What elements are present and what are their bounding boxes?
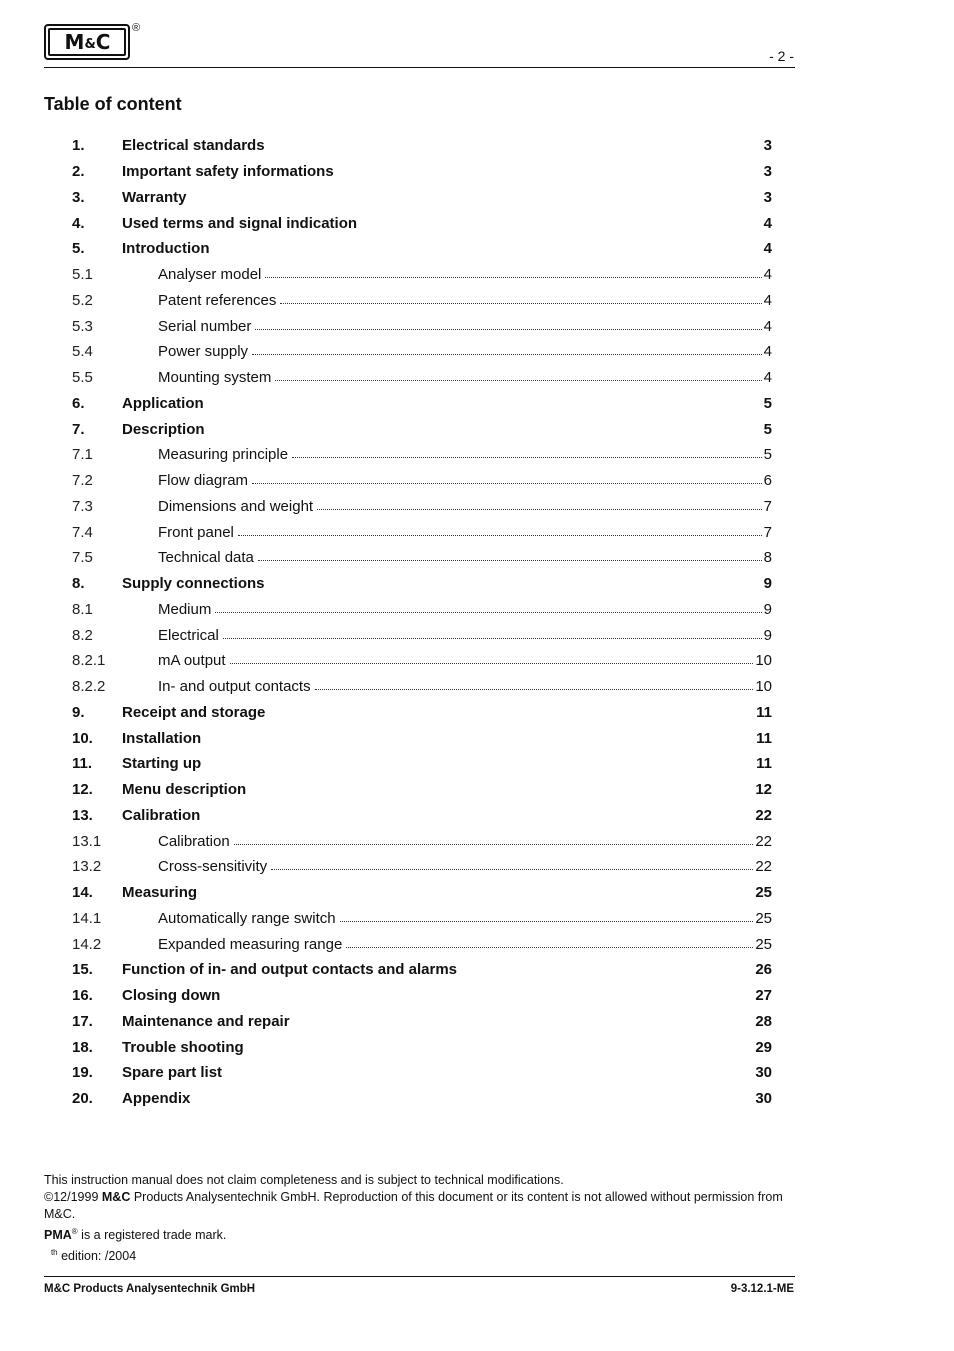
toc-entry <box>72 159 772 185</box>
toc-entry-number: 18. <box>72 1038 93 1056</box>
toc-entry-title: Menu description <box>122 781 247 799</box>
toc-entry-number: 1. <box>72 137 85 155</box>
toc-entry-title: Electrical <box>158 626 219 644</box>
toc-entry-title: Calibration <box>122 806 201 824</box>
toc-entry-title: Starting up <box>122 755 202 773</box>
toc-entry-page: 22 <box>755 858 772 876</box>
toc-entry <box>72 906 772 932</box>
toc-entry-title: Automatically range switch <box>158 909 336 927</box>
toc-entry-number: 5.4 <box>72 343 93 361</box>
toc-entry-number: 5.3 <box>72 317 93 335</box>
toc-entry-page: 3 <box>763 137 772 155</box>
toc-entry-page: 11 <box>756 729 772 747</box>
toc-entry-number: 20. <box>72 1090 93 1108</box>
toc-entry-page: 9 <box>763 575 772 593</box>
toc-entry <box>72 1009 772 1035</box>
footer-doc-id: 9-3.12.1-ME <box>730 1283 794 1295</box>
toc-entry-number: 7.5 <box>72 549 93 567</box>
toc-entry-number: 13.1 <box>72 832 102 850</box>
toc-entry-page: 22 <box>755 806 772 824</box>
toc-entry-number: 9. <box>72 703 85 721</box>
toc-entry-page: 4 <box>763 343 772 361</box>
toc-entry-page: 5 <box>763 420 772 438</box>
toc-entry-number: 14. <box>72 884 93 902</box>
toc-leader-dots <box>340 907 754 922</box>
toc-entry-title: Installation <box>122 729 202 747</box>
toc-leader-dots <box>252 340 762 355</box>
toc-entry-number: 13.2 <box>72 858 102 876</box>
toc-entry <box>72 828 772 854</box>
toc-entry <box>72 674 772 700</box>
toc-entry <box>72 210 772 236</box>
toc-entry <box>72 236 772 262</box>
toc-entry-page: 4 <box>763 291 772 309</box>
logo-ampersand: & <box>84 36 95 52</box>
toc-entry-title: Serial number <box>158 317 252 335</box>
toc-entry-page: 4 <box>763 240 772 258</box>
toc-entry-page: 22 <box>755 832 772 850</box>
toc-entry-title: Receipt and storage <box>122 703 266 721</box>
toc-entry-title: Expanded measuring range <box>158 935 343 953</box>
toc-entry-number: 16. <box>72 987 93 1005</box>
toc-entry-page: 26 <box>755 961 772 979</box>
toc-entry-number: 10. <box>72 729 93 747</box>
header-rule <box>44 67 795 68</box>
toc-entry-page: 5 <box>763 394 772 412</box>
toc-entry-title: Patent references <box>158 291 277 309</box>
toc-entry-number: 5. <box>72 240 85 258</box>
toc-entry-page: 5 <box>763 446 772 464</box>
logo-mark <box>48 28 126 56</box>
toc-entry-title: Medium <box>158 600 212 618</box>
toc-entry-page: 28 <box>755 1012 772 1030</box>
toc-entry-page: 9 <box>763 626 772 644</box>
toc-entry <box>72 133 772 159</box>
toc-leader-dots <box>223 624 762 639</box>
toc-entry-page: 30 <box>755 1090 772 1108</box>
toc-entry-title: mA output <box>158 652 226 670</box>
toc-entry-page: 11 <box>756 703 772 721</box>
toc-entry-number: 5.1 <box>72 266 93 284</box>
toc-entry <box>72 622 772 648</box>
toc-entry-page: 4 <box>763 266 772 284</box>
toc-leader-dots <box>315 675 754 690</box>
toc-entry-title: Analyser model <box>158 266 262 284</box>
toc-leader-dots <box>215 598 761 613</box>
toc-entry-number: 8.2.2 <box>72 678 106 696</box>
toc-entry-number: 14.2 <box>72 935 102 953</box>
trademark-line: PMA® is a registered trade mark. <box>44 1227 227 1243</box>
toc-entry-title: Description <box>122 420 205 438</box>
toc-entry-number: 19. <box>72 1064 93 1082</box>
toc-entry-number: 3. <box>72 188 85 206</box>
toc-entry-number: 7.4 <box>72 523 93 541</box>
toc-entry <box>72 365 772 391</box>
toc-entry-title: Front panel <box>158 523 234 541</box>
toc-entry-page: 25 <box>755 909 772 927</box>
toc-entry-title: Warranty <box>122 188 187 206</box>
toc-entry <box>72 983 772 1009</box>
copyright-line: ©12/1999 M&C Products Analysentechnik GmbH. Reproduction of this document or its content is not allowed without permission from M&C. <box>44 1190 783 1221</box>
toc-entry <box>72 571 772 597</box>
toc-entry <box>72 416 772 442</box>
toc-leader-dots <box>265 263 761 278</box>
toc-leader-dots <box>317 495 762 510</box>
toc-entry <box>72 854 772 880</box>
toc-entry-page: 4 <box>763 214 772 232</box>
toc-entry-page: 8 <box>763 549 772 567</box>
registered-mark: ® <box>132 22 141 34</box>
table-of-contents <box>72 133 772 1112</box>
edition-line: $^{th}$ edition: /2004 <box>50 1248 137 1264</box>
toc-leader-dots <box>255 315 761 330</box>
toc-entry-number: 2. <box>72 163 85 181</box>
toc-entry-number: 8. <box>72 575 85 593</box>
toc-entry-title: Supply connections <box>122 575 265 593</box>
logo-letter-m: M <box>64 30 84 54</box>
toc-entry-title: Maintenance and repair <box>122 1012 290 1030</box>
toc-entry-page: 12 <box>755 781 772 799</box>
toc-entry-number: 8.1 <box>72 600 93 618</box>
toc-entry <box>72 957 772 983</box>
toc-entry <box>72 545 772 571</box>
toc-entry-number: 4. <box>72 214 85 232</box>
toc-entry-number: 11. <box>72 755 93 773</box>
toc-entry <box>72 262 772 288</box>
toc-entry <box>72 777 772 803</box>
toc-entry-page: 4 <box>763 317 772 335</box>
toc-entry <box>72 880 772 906</box>
toc-entry-page: 7 <box>763 523 772 541</box>
toc-entry <box>72 494 772 520</box>
toc-entry-page: 29 <box>755 1038 772 1056</box>
logo-letter-c: C <box>95 30 110 54</box>
toc-entry-page: 7 <box>763 497 772 515</box>
toc-entry <box>72 313 772 339</box>
toc-leader-dots <box>234 830 754 845</box>
toc-entry <box>72 1034 772 1060</box>
toc-entry-title: Electrical standards <box>122 137 265 155</box>
toc-leader-dots <box>230 649 754 664</box>
toc-entry-title: Dimensions and weight <box>158 497 314 515</box>
toc-leader-dots <box>292 443 762 458</box>
toc-entry-number: 7.3 <box>72 497 93 515</box>
toc-leader-dots <box>280 289 761 304</box>
toc-entry-number: 15. <box>72 961 93 979</box>
toc-entry-title: In- and output contacts <box>158 678 311 696</box>
toc-entry <box>72 288 772 314</box>
toc-entry-page: 25 <box>755 884 772 902</box>
toc-entry-title: Trouble shooting <box>122 1038 244 1056</box>
toc-entry-number: 7.1 <box>72 446 93 464</box>
toc-entry <box>72 700 772 726</box>
toc-entry <box>72 1060 772 1086</box>
toc-entry <box>72 725 772 751</box>
toc-entry-number: 8.2 <box>72 626 93 644</box>
toc-entry-page: 11 <box>756 755 772 773</box>
page-title: Table of content <box>44 94 182 114</box>
toc-entry-title: Closing down <box>122 987 221 1005</box>
toc-entry-page: 3 <box>763 188 772 206</box>
toc-entry-number: 12. <box>72 781 93 799</box>
toc-entry <box>72 442 772 468</box>
toc-leader-dots <box>275 366 761 381</box>
toc-entry-number: 13. <box>72 806 93 824</box>
toc-entry <box>72 339 772 365</box>
toc-entry-title: Application <box>122 394 204 412</box>
toc-entry-title: Flow diagram <box>158 472 249 490</box>
toc-entry-page: 10 <box>755 678 772 696</box>
toc-entry-page: 9 <box>763 600 772 618</box>
toc-leader-dots <box>252 469 762 484</box>
toc-entry-title: Measuring <box>122 884 198 902</box>
toc-leader-dots <box>258 546 762 561</box>
toc-entry <box>72 1086 772 1112</box>
toc-entry <box>72 751 772 777</box>
toc-entry <box>72 391 772 417</box>
toc-leader-dots <box>271 855 753 870</box>
disclaimer-line: This instruction manual does not claim completeness and is subject to technical modifications. <box>44 1173 564 1187</box>
toc-entry-page: 4 <box>763 369 772 387</box>
toc-entry-title: Measuring principle <box>158 446 289 464</box>
toc-leader-dots <box>238 521 762 536</box>
toc-entry-title: Technical data <box>158 549 254 567</box>
toc-entry <box>72 648 772 674</box>
toc-entry-title: Cross-sensitivity <box>158 858 268 876</box>
toc-entry-number: 8.2.1 <box>72 652 106 670</box>
toc-entry-number: 5.2 <box>72 291 93 309</box>
toc-entry-title: Power supply <box>158 343 249 361</box>
toc-entry-title: Used terms and signal indication <box>122 214 358 232</box>
toc-entry <box>72 468 772 494</box>
toc-entry-title: Introduction <box>122 240 210 258</box>
toc-entry <box>72 519 772 545</box>
toc-entry-page: 27 <box>755 987 772 1005</box>
footer-company: M&C Products Analysentechnik GmbH <box>44 1283 256 1295</box>
toc-entry-number: 5.5 <box>72 369 93 387</box>
toc-entry-title: Calibration <box>158 832 230 850</box>
company-logo <box>44 24 130 60</box>
toc-entry-page: 10 <box>755 652 772 670</box>
toc-entry-number: 14.1 <box>72 909 102 927</box>
toc-entry <box>72 803 772 829</box>
page-number: - 2 - <box>769 48 794 64</box>
toc-entry <box>72 597 772 623</box>
toc-entry <box>72 185 772 211</box>
toc-entry-number: 17. <box>72 1012 93 1030</box>
footer-notes <box>44 1172 804 1265</box>
toc-leader-dots <box>346 933 753 948</box>
toc-entry-page: 25 <box>755 935 772 953</box>
toc-entry-number: 7.2 <box>72 472 93 490</box>
toc-entry-page: 6 <box>763 472 772 490</box>
toc-entry-page: 30 <box>755 1064 772 1082</box>
toc-entry-title: Appendix <box>122 1090 191 1108</box>
toc-entry-title: Function of in- and output contacts and alarms <box>122 961 458 979</box>
toc-entry-title: Mounting system <box>158 369 272 387</box>
toc-entry-page: 3 <box>763 163 772 181</box>
toc-entry-number: 6. <box>72 394 85 412</box>
toc-entry-title: Spare part list <box>122 1064 223 1082</box>
toc-entry-number: 7. <box>72 420 85 438</box>
footer-rule <box>44 1276 795 1277</box>
toc-entry-title: Important safety informations <box>122 163 334 181</box>
toc-entry <box>72 931 772 957</box>
